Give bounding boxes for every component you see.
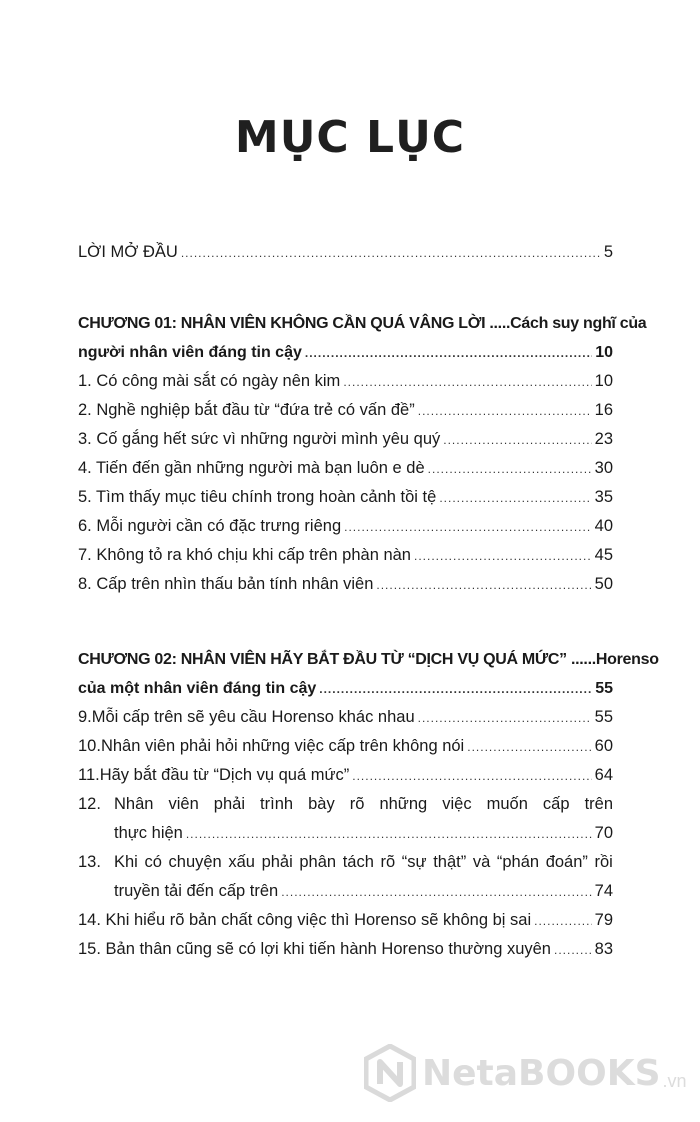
word: chuyện [168,853,222,871]
word: thật” [433,853,467,871]
word: đoán” [545,853,588,871]
toc-row[interactable] [78,732,613,761]
toc-row[interactable] [78,338,613,367]
word: phải [213,795,245,813]
toc-page: 64 [594,766,613,784]
toc-page: 74 [594,882,613,900]
leader-dots [344,513,592,542]
toc-row[interactable] [78,570,613,599]
toc-row[interactable] [78,425,613,454]
logo-suffix: .vn [662,1071,687,1091]
word: phải [261,853,293,871]
toc-label: 8. Cấp trên nhìn thấu bản tính nhân viên [78,575,374,593]
item-number: 9. [78,708,92,726]
word: những [379,795,428,813]
toc-page: 23 [594,430,613,448]
leader-dots [305,339,592,368]
word: việc [442,795,472,813]
toc-page: 35 [594,488,613,506]
toc-page: 50 [594,575,613,593]
leader-dots [414,542,592,571]
toc-row[interactable] [78,761,613,790]
toc-chapter-2 [78,645,659,964]
toc-row[interactable] [78,483,613,512]
toc-label: 15. Bản thân cũng sẽ có lợi khi tiến hành Horenso thường xuyên [78,940,551,958]
word: “sự [401,853,427,871]
toc-label: Mỗi cấp trên sẽ yêu cầu Horenso khác nhau [91,708,415,726]
chapter-heading[interactable]: CHƯƠNG 01: NHÂN VIÊN KHÔNG CẦN QUÁ VÂNG LỜI .....Cách suy nghĩ của [78,315,647,332]
word: rồi [594,853,613,871]
word: Khi [114,853,138,871]
page-title: MỤC LỤC [234,112,466,163]
item-13-line-1 [114,848,613,877]
toc-label: Hãy bắt đầu từ “Dịch vụ quá mức” [99,766,350,784]
toc-row-12-cont[interactable] [78,819,613,848]
word: phân [299,853,337,871]
chapter-heading[interactable]: CHƯƠNG 02: NHÂN VIÊN HÃY BẮT ĐẦU TỪ “DỊCH VỤ QUÁ MỨC” ......Horenso [78,651,659,668]
toc-label: 3. Cố gắng hết sức vì những người mình yêu quý [78,430,441,448]
word: xấu [228,853,255,871]
toc-page: 10 [594,372,613,390]
leader-dots [443,426,591,455]
toc-page: 30 [594,459,613,477]
item-number: 12. [78,795,101,813]
leader-dots [281,878,591,907]
toc-row-12[interactable] [78,790,613,819]
word: muốn [486,795,528,813]
toc-label: 2. Nghề nghiệp bắt đầu từ “đứa trẻ có vấn đề” [78,401,415,419]
toc-row[interactable] [78,541,613,570]
toc-page: 10 [595,344,613,361]
toc-label: 6. Mỗi người cần có đặc trưng riêng [78,517,342,535]
leader-dots [554,936,592,965]
toc-label: người nhân viên đáng tin cậy [78,344,302,361]
word: viên [168,795,199,813]
toc-page: 70 [594,824,613,842]
toc-label: truyền tải đến cấp trên [114,882,279,900]
word: Nhân [114,795,154,813]
leader-dots [467,733,591,762]
toc-page: 55 [595,680,613,697]
toc-row[interactable] [78,906,613,935]
hexagon-n-icon [364,1044,416,1102]
leader-dots [418,704,592,733]
netabooks-logo [364,1044,687,1102]
chapter-2-tail-items [78,906,613,964]
toc-row[interactable] [78,396,613,425]
word: tách [342,853,374,871]
word: rõ [380,853,396,871]
leader-dots [376,571,591,600]
word: rõ [349,795,365,813]
leader-dots [181,239,601,268]
logo-brand: NetaBOOKS [422,1052,661,1094]
toc-row[interactable] [78,367,613,396]
leader-dots [534,907,592,936]
item-number: 13. [78,853,101,871]
toc-label: của một nhân viên đáng tin cậy [78,680,317,697]
item-number: 11. [78,766,100,784]
word: “phán [496,853,540,871]
toc-label: 1. Có công mài sắt có ngày nên kim [78,372,341,390]
item-number: 10. [78,737,101,755]
toc-page: 40 [594,517,613,535]
toc-row-13-cont[interactable] [78,877,613,906]
toc-chapter-1 [78,309,647,599]
word: và [472,853,491,871]
toc-page: 5 [603,243,613,261]
toc-row-13[interactable] [78,848,613,877]
toc-label: 5. Tìm thấy mục tiêu chính trong hoàn cảnh tồi tệ [78,488,437,506]
toc-row[interactable] [78,238,613,267]
word: có [144,853,162,871]
chapter-1-items [78,367,613,599]
toc-label: Nhân viên phải hỏi những việc cấp trên không nói [100,737,465,755]
toc-label: 7. Không tỏ ra khó chịu khi cấp trên phàn nàn [78,546,411,564]
toc-row[interactable] [78,703,613,732]
toc-row[interactable] [78,454,613,483]
toc-page: 79 [594,911,613,929]
toc-page: 45 [594,546,613,564]
toc-label: 4. Tiến đến gần những người mà bạn luôn e dè [78,459,425,477]
leader-dots [319,675,592,704]
item-12-line-1 [114,790,613,819]
leader-dots [186,820,592,849]
toc-page: 55 [594,708,613,726]
toc-row[interactable] [78,674,613,703]
leader-dots [352,762,591,791]
toc-row[interactable] [78,512,613,541]
leader-dots [439,484,591,513]
toc-page: 16 [594,401,613,419]
toc-label: 14. Khi hiểu rõ bản chất công việc thì Horenso sẽ không bị sai [78,911,532,929]
toc-row[interactable] [78,935,613,964]
leader-dots [418,397,592,426]
toc-page: 83 [594,940,613,958]
toc-preface [78,238,613,267]
word: cấp [542,795,570,813]
chapter-2-items [78,703,613,790]
toc-label: thực hiện [114,824,183,842]
toc-label: LỜI MỞ ĐẦU [78,243,178,261]
toc-page: 60 [594,737,613,755]
leader-dots [428,455,592,484]
word: trên [584,795,613,813]
word: trình [260,795,294,813]
word: bày [308,795,335,813]
leader-dots [343,368,591,397]
